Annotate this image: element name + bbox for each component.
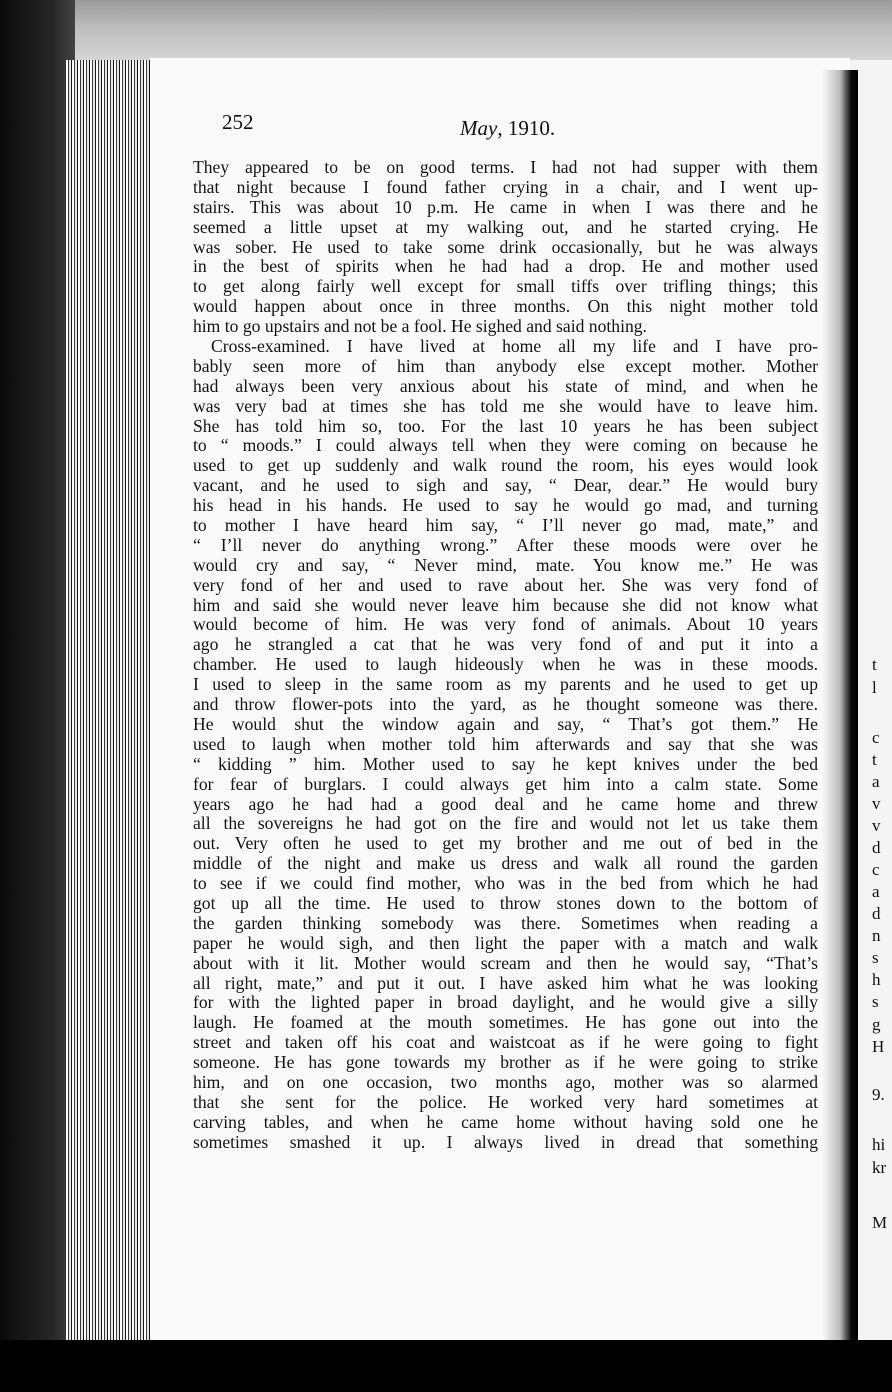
text-line: years ago he had had a good deal and he came home and threw	[193, 794, 818, 814]
text-line: all right, mate,” and put it out. I have asked him what he was looking	[193, 973, 818, 993]
text-line: used to get up suddenly and walk round the room, his eyes would look	[193, 456, 818, 476]
body-text	[193, 158, 818, 1153]
text-line: bably seen more of him than anybody else except mother. Mother	[193, 356, 818, 376]
facing-page-fragment: n	[872, 926, 881, 945]
text-line: and throw flower-pots into the yard, as he thought someone was there.	[193, 695, 818, 715]
text-line: “ I’ll never do anything wrong.” After these moods were over he	[193, 535, 818, 555]
text-line: vacant, and he used to sigh and say, “ Dear, dear.” He would bury	[193, 476, 818, 496]
text-line: very fond of her and used to rave about her. She was very fond of	[193, 575, 818, 595]
text-line: Cross-examined. I have lived at home all my life and I have pro-	[211, 337, 818, 357]
running-head-year: , 1910.	[497, 116, 556, 140]
book-gutter-shadow	[822, 70, 858, 1350]
text-line: for with the lighted paper in broad daylight, and he would give a silly	[193, 993, 818, 1013]
text-line: sometimes smashed it up. I always lived in dread that something	[193, 1132, 818, 1152]
facing-page-fragment: v	[872, 794, 881, 813]
facing-page-fragment: s	[872, 948, 879, 967]
text-line: to see if we could find mother, who was in the bed from which he had	[193, 874, 818, 894]
text-line: was sober. He used to take some drink occasionally, but he was always	[193, 237, 818, 257]
text-line: all the sovereigns he had got on the fire and would not let us take them	[193, 814, 818, 834]
facing-page-fragment: v	[872, 816, 881, 835]
text-line: would cry and say, “ Never mind, mate. You know me.” He was	[193, 555, 818, 575]
running-head-month: May	[460, 116, 498, 140]
text-line: I used to sleep in the same room as my parents and he used to get up	[193, 675, 818, 695]
facing-page-fragment: t	[872, 655, 877, 674]
text-line: would happen about once in three months. On this night mother told	[193, 297, 818, 317]
text-line: got up all the time. He used to throw stones down to the bottom of	[193, 893, 818, 913]
text-line: out. Very often he used to get my brother and me out of bed in the	[193, 834, 818, 854]
text-line: to get along fairly well except for small tiffs over trifling things; this	[193, 277, 818, 297]
text-line: him and said she would never leave him because she did not know what	[193, 595, 818, 615]
text-line: middle of the night and make us dress and walk all round the garden	[193, 854, 818, 874]
text-line: about with it lit. Mother would scream and then he would say, “That’s	[193, 953, 818, 973]
facing-page-fragment: d	[872, 838, 881, 857]
text-line: street and taken off his coat and waistcoat as if he were going to fight	[193, 1033, 818, 1053]
text-line: stairs. This was about 10 p.m. He came in when I was there and he	[193, 197, 818, 217]
book-page-edges	[66, 60, 156, 1350]
facing-page-fragment: hi	[872, 1135, 886, 1154]
text-line: for fear of burglars. I could always get him into a calm state. Some	[193, 774, 818, 794]
running-head	[460, 116, 555, 141]
text-line: that night because I found father crying in a chair, and I went up-	[193, 177, 818, 197]
facing-page-fragment: c	[872, 728, 880, 747]
facing-page-fragment: H	[872, 1037, 885, 1056]
scan-bottom-edge	[0, 1340, 892, 1392]
facing-page-fragment: d	[872, 904, 881, 923]
facing-page-fragment: l	[872, 678, 877, 697]
facing-page-fragment: a	[872, 772, 880, 791]
text-line: to “ moods.” I could always tell when they were coming on because he	[193, 436, 818, 456]
scan-left-edge	[0, 0, 75, 1392]
text-line: laugh. He foamed at the mouth sometimes. He has gone out into the	[193, 1013, 818, 1033]
text-line: paper he would sigh, and then light the paper with a match and walk	[193, 933, 818, 953]
text-line: his head in his hands. He used to say he would go mad, and turning	[193, 496, 818, 516]
text-line: him to go upstairs and not be a fool. He sighed and said nothing.	[193, 317, 647, 337]
page-number: 252	[222, 110, 254, 134]
facing-page-fragment: h	[872, 970, 881, 989]
text-line: was very bad at times she has told me she would have to leave him.	[193, 396, 818, 416]
facing-page-fragment: g	[872, 1015, 881, 1034]
text-line: would become of him. He was very fond of animals. About 10 years	[193, 615, 818, 635]
text-line: ago he strangled a cat that he was very fond of and put it into a	[193, 635, 818, 655]
text-line: She has told him so, too. For the last 10 years he has been subject	[193, 416, 818, 436]
text-line: to mother I have heard him say, “ I’ll never go mad, mate,” and	[193, 516, 818, 536]
text-line: the garden thinking somebody was there. Sometimes when reading a	[193, 913, 818, 933]
text-line: that she sent for the police. He worked very hard sometimes at	[193, 1092, 818, 1112]
facing-page-fragment: a	[872, 882, 880, 901]
text-line: him, and on one occasion, two months ago, mother was so alarmed	[193, 1072, 818, 1092]
text-line: in the best of spirits when he had had a drop. He and mother used	[193, 257, 818, 277]
text-line: He would shut the window again and say, “ That’s got them.” He	[193, 714, 818, 734]
text-line: chamber. He used to laugh hideously when he was in these moods.	[193, 655, 818, 675]
facing-page-fragment: M	[872, 1213, 888, 1232]
facing-page-fragment: s	[872, 992, 879, 1011]
facing-page-fragment: t	[872, 750, 877, 769]
facing-page-fragment: 9.	[872, 1085, 885, 1104]
text-line: seemed a little upset at my walking out, and he started crying. He	[193, 217, 818, 237]
facing-page-fragment: kr	[872, 1158, 887, 1177]
text-line: They appeared to be on good terms. I had not had supper with them	[193, 158, 818, 177]
text-line: had always been very anxious about his state of mind, and when he	[193, 376, 818, 396]
text-line: “ kidding ” him. Mother used to say he kept knives under the bed	[193, 754, 818, 774]
facing-page-fragment: c	[872, 860, 880, 879]
text-line: someone. He has gone towards my brother as if he were going to strike	[193, 1053, 818, 1073]
text-line: used to laugh when mother told him afterwards and say that she was	[193, 734, 818, 754]
text-line: carving tables, and when he came home without having sold one he	[193, 1112, 818, 1132]
